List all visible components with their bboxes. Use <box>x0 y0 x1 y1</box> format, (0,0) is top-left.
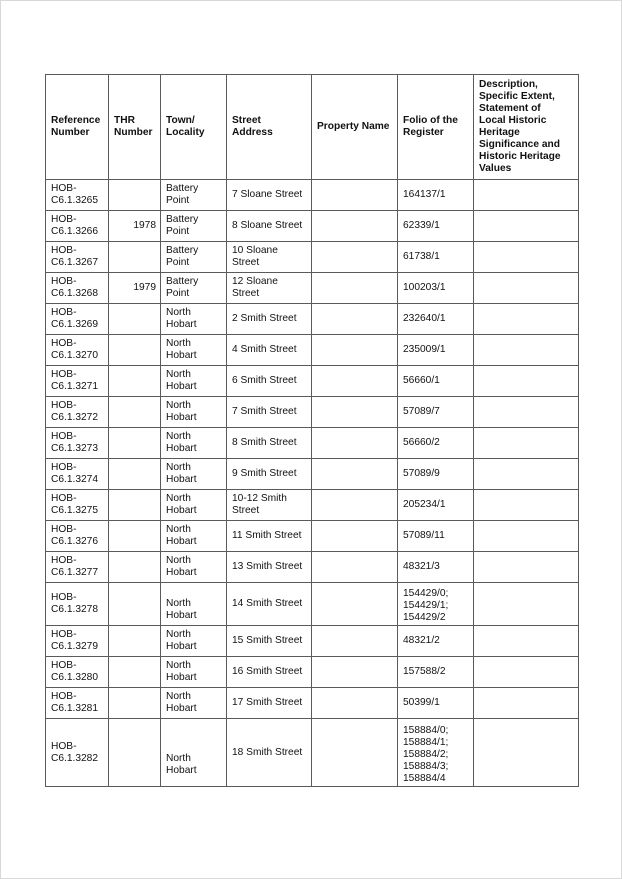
folio-cell <box>398 583 474 626</box>
property-name-cell <box>312 428 398 459</box>
street-cell <box>227 719 312 787</box>
description-cell <box>474 242 579 273</box>
thr-cell <box>109 335 161 366</box>
property-name-cell <box>312 304 398 335</box>
street-cell-text: 6 Smith Street <box>232 375 297 386</box>
thr-cell <box>109 273 161 304</box>
street-cell <box>227 242 312 273</box>
table-row <box>46 521 579 552</box>
town-cell <box>161 335 227 366</box>
reference-cell-text: HOB- C6.1.3276 <box>51 524 99 547</box>
reference-cell <box>46 211 109 242</box>
reference-cell-text: HOB- C6.1.3268 <box>51 276 99 299</box>
town-cell-text: North Hobart <box>166 462 197 485</box>
reference-cell-text: HOB- C6.1.3267 <box>51 245 99 268</box>
folio-cell-text: 48321/3 <box>403 561 440 572</box>
table-row <box>46 719 579 787</box>
street-cell-text: 11 Smith Street <box>232 530 302 541</box>
description-cell <box>474 719 579 787</box>
thr-cell <box>109 552 161 583</box>
thr-cell <box>109 397 161 428</box>
property-name-cell <box>312 397 398 428</box>
description-cell <box>474 657 579 688</box>
town-cell <box>161 626 227 657</box>
reference-cell <box>46 626 109 657</box>
table-row <box>46 366 579 397</box>
description-cell <box>474 626 579 657</box>
reference-cell-text: HOB- C6.1.3269 <box>51 307 99 330</box>
folio-cell <box>398 719 474 787</box>
folio-cell-text: 57089/7 <box>403 406 440 417</box>
town-cell <box>161 397 227 428</box>
folio-cell-text: 157588/2 <box>403 666 446 677</box>
table-header-row <box>46 75 579 180</box>
town-cell-text: North Hobart <box>166 307 197 330</box>
reference-cell <box>46 719 109 787</box>
reference-cell <box>46 583 109 626</box>
folio-cell-text: 154429/0; 154429/1; 154429/2 <box>403 588 449 623</box>
thr-cell <box>109 180 161 211</box>
town-cell-text: Battery Point <box>166 276 199 299</box>
header-folio: Folio of the Register <box>398 75 474 180</box>
town-cell-text: North Hobart <box>166 338 197 361</box>
folio-cell-text: 205234/1 <box>403 499 446 510</box>
thr-cell <box>109 583 161 626</box>
reference-cell <box>46 366 109 397</box>
street-cell <box>227 428 312 459</box>
reference-cell-text: HOB- C6.1.3270 <box>51 338 99 361</box>
thr-cell <box>109 459 161 490</box>
folio-cell <box>398 626 474 657</box>
town-cell <box>161 273 227 304</box>
reference-cell <box>46 490 109 521</box>
property-name-cell <box>312 366 398 397</box>
street-cell-text: 7 Sloane Street <box>232 189 303 200</box>
thr-cell <box>109 366 161 397</box>
table-row <box>46 304 579 335</box>
reference-cell <box>46 180 109 211</box>
town-cell <box>161 242 227 273</box>
folio-cell-text: 48321/2 <box>403 635 440 646</box>
header-property-name: Property Name <box>312 75 398 180</box>
folio-cell <box>398 428 474 459</box>
heritage-register-table <box>45 74 579 787</box>
town-cell-text: North Hobart <box>166 629 197 652</box>
thr-cell <box>109 626 161 657</box>
street-cell-text: 2 Smith Street <box>232 313 297 324</box>
thr-cell <box>109 719 161 787</box>
folio-cell <box>398 273 474 304</box>
property-name-cell <box>312 657 398 688</box>
table-row <box>46 583 579 626</box>
street-cell <box>227 626 312 657</box>
thr-cell <box>109 688 161 719</box>
reference-cell <box>46 304 109 335</box>
town-cell <box>161 459 227 490</box>
street-cell <box>227 490 312 521</box>
town-cell-text: Battery Point <box>166 245 199 268</box>
table-row <box>46 552 579 583</box>
description-cell <box>474 366 579 397</box>
town-cell <box>161 688 227 719</box>
street-cell-text: 8 Sloane Street <box>232 220 303 231</box>
folio-cell-text: 164137/1 <box>403 189 446 200</box>
town-cell-text: North Hobart <box>166 493 197 516</box>
town-cell <box>161 719 227 787</box>
reference-cell-text: HOB- C6.1.3265 <box>51 183 99 206</box>
reference-cell <box>46 428 109 459</box>
reference-cell-text: HOB- C6.1.3272 <box>51 400 99 423</box>
town-cell <box>161 490 227 521</box>
town-cell-text: North Hobart <box>166 400 197 423</box>
town-cell <box>161 304 227 335</box>
town-cell-text: Battery Point <box>166 214 199 237</box>
thr-cell <box>109 657 161 688</box>
thr-cell <box>109 211 161 242</box>
street-cell <box>227 335 312 366</box>
folio-cell <box>398 180 474 211</box>
street-cell <box>227 211 312 242</box>
header-town-locality: Town/ Locality <box>161 75 227 180</box>
description-cell <box>474 397 579 428</box>
description-cell <box>474 304 579 335</box>
street-cell-text: 17 Smith Street <box>232 697 303 708</box>
thr-cell <box>109 428 161 459</box>
description-cell <box>474 688 579 719</box>
street-cell <box>227 459 312 490</box>
header-reference-number: Reference Number <box>46 75 109 180</box>
street-cell <box>227 180 312 211</box>
street-cell-text: 7 Smith Street <box>232 406 297 417</box>
folio-cell-text: 61738/1 <box>403 251 440 262</box>
folio-cell-text: 56660/2 <box>403 437 440 448</box>
folio-cell-text: 100203/1 <box>403 282 446 293</box>
folio-cell <box>398 211 474 242</box>
property-name-cell <box>312 688 398 719</box>
reference-cell <box>46 335 109 366</box>
town-cell <box>161 366 227 397</box>
folio-cell-text: 56660/1 <box>403 375 440 386</box>
header-description: Description, Specific Extent, Statement of Local Historic Heritage Significance and Historic Heritage Values <box>474 75 579 180</box>
street-cell <box>227 552 312 583</box>
property-name-cell <box>312 242 398 273</box>
table-row <box>46 180 579 211</box>
folio-cell-text: 235009/1 <box>403 344 446 355</box>
street-cell-text: 14 Smith Street <box>232 598 303 609</box>
folio-cell <box>398 366 474 397</box>
street-cell-text: 16 Smith Street <box>232 666 303 677</box>
town-cell-text: North Hobart <box>166 660 197 683</box>
reference-cell-text: HOB- C6.1.3282 <box>51 740 99 764</box>
folio-cell-text: 158884/0; 158884/1; 158884/2; 158884/3; 158884/4 <box>403 725 449 784</box>
property-name-cell <box>312 335 398 366</box>
description-cell <box>474 211 579 242</box>
property-name-cell <box>312 211 398 242</box>
town-cell-text: North Hobart <box>166 524 197 547</box>
street-cell <box>227 366 312 397</box>
folio-cell-text: 57089/9 <box>403 468 440 479</box>
description-cell <box>474 335 579 366</box>
property-name-cell <box>312 490 398 521</box>
reference-cell <box>46 521 109 552</box>
street-cell <box>227 397 312 428</box>
folio-cell <box>398 552 474 583</box>
town-cell-text: North Hobart <box>166 691 197 714</box>
street-cell-text: 10 Sloane Street <box>232 245 278 268</box>
description-cell <box>474 459 579 490</box>
reference-cell <box>46 552 109 583</box>
description-cell <box>474 521 579 552</box>
town-cell <box>161 657 227 688</box>
property-name-cell <box>312 583 398 626</box>
street-cell <box>227 657 312 688</box>
thr-cell-text: 1978 <box>133 220 156 231</box>
thr-cell <box>109 521 161 552</box>
property-name-cell <box>312 180 398 211</box>
street-cell-text: 18 Smith Street <box>232 746 303 758</box>
folio-cell <box>398 335 474 366</box>
town-cell <box>161 180 227 211</box>
street-cell-text: 13 Smith Street <box>232 561 303 572</box>
town-cell <box>161 428 227 459</box>
thr-cell <box>109 304 161 335</box>
street-cell-text: 4 Smith Street <box>232 344 297 355</box>
description-cell <box>474 273 579 304</box>
town-cell-text: North Hobart <box>166 369 197 392</box>
folio-cell <box>398 242 474 273</box>
town-cell-text: North Hobart <box>166 555 197 578</box>
property-name-cell <box>312 459 398 490</box>
reference-cell-text: HOB- C6.1.3275 <box>51 493 99 516</box>
reference-cell <box>46 657 109 688</box>
table-row <box>46 273 579 304</box>
folio-cell <box>398 688 474 719</box>
reference-cell <box>46 459 109 490</box>
property-name-cell <box>312 552 398 583</box>
description-cell <box>474 583 579 626</box>
street-cell <box>227 583 312 626</box>
reference-cell-text: HOB- C6.1.3277 <box>51 555 99 578</box>
folio-cell-text: 232640/1 <box>403 313 446 324</box>
reference-cell-text: HOB- C6.1.3271 <box>51 369 99 392</box>
street-cell-text: 9 Smith Street <box>232 468 297 479</box>
street-cell <box>227 273 312 304</box>
table-row <box>46 397 579 428</box>
street-cell <box>227 304 312 335</box>
town-cell <box>161 211 227 242</box>
street-cell <box>227 688 312 719</box>
reference-cell <box>46 688 109 719</box>
description-cell <box>474 428 579 459</box>
street-cell <box>227 521 312 552</box>
table-row <box>46 242 579 273</box>
town-cell <box>161 583 227 626</box>
table-row <box>46 626 579 657</box>
town-cell-text: North Hobart <box>166 598 197 621</box>
thr-cell <box>109 242 161 273</box>
property-name-cell <box>312 273 398 304</box>
folio-cell <box>398 397 474 428</box>
table-row <box>46 657 579 688</box>
folio-cell <box>398 657 474 688</box>
thr-cell-text: 1979 <box>133 282 156 293</box>
reference-cell-text: HOB- C6.1.3281 <box>51 691 99 714</box>
town-cell-text: North Hobart <box>166 753 197 776</box>
header-thr-number: THR Number <box>109 75 161 180</box>
table-body <box>46 180 579 787</box>
town-cell-text: Battery Point <box>166 183 199 206</box>
thr-cell <box>109 490 161 521</box>
reference-cell-text: HOB- C6.1.3273 <box>51 431 99 454</box>
reference-cell <box>46 397 109 428</box>
street-cell-text: 8 Smith Street <box>232 437 297 448</box>
header-street-address: Street Address <box>227 75 312 180</box>
table-row <box>46 428 579 459</box>
property-name-cell <box>312 626 398 657</box>
table-row <box>46 211 579 242</box>
folio-cell <box>398 304 474 335</box>
description-cell <box>474 180 579 211</box>
folio-cell <box>398 521 474 552</box>
reference-cell <box>46 273 109 304</box>
table-row <box>46 459 579 490</box>
folio-cell-text: 57089/11 <box>403 530 445 541</box>
town-cell <box>161 552 227 583</box>
property-name-cell <box>312 521 398 552</box>
folio-cell <box>398 459 474 490</box>
reference-cell-text: HOB- C6.1.3274 <box>51 462 99 485</box>
property-name-cell <box>312 719 398 787</box>
table-row <box>46 490 579 521</box>
folio-cell-text: 50399/1 <box>403 697 440 708</box>
street-cell-text: 15 Smith Street <box>232 635 303 646</box>
street-cell-text: 12 Sloane Street <box>232 276 278 299</box>
town-cell-text: North Hobart <box>166 431 197 454</box>
description-cell <box>474 490 579 521</box>
reference-cell-text: HOB- C6.1.3278 <box>51 592 99 615</box>
description-cell <box>474 552 579 583</box>
reference-cell-text: HOB- C6.1.3280 <box>51 660 99 683</box>
folio-cell-text: 62339/1 <box>403 220 440 231</box>
reference-cell <box>46 242 109 273</box>
reference-cell-text: HOB- C6.1.3279 <box>51 629 99 652</box>
table-row <box>46 688 579 719</box>
town-cell <box>161 521 227 552</box>
table-row <box>46 335 579 366</box>
folio-cell <box>398 490 474 521</box>
reference-cell-text: HOB- C6.1.3266 <box>51 214 99 237</box>
street-cell-text: 10-12 Smith Street <box>232 493 287 516</box>
